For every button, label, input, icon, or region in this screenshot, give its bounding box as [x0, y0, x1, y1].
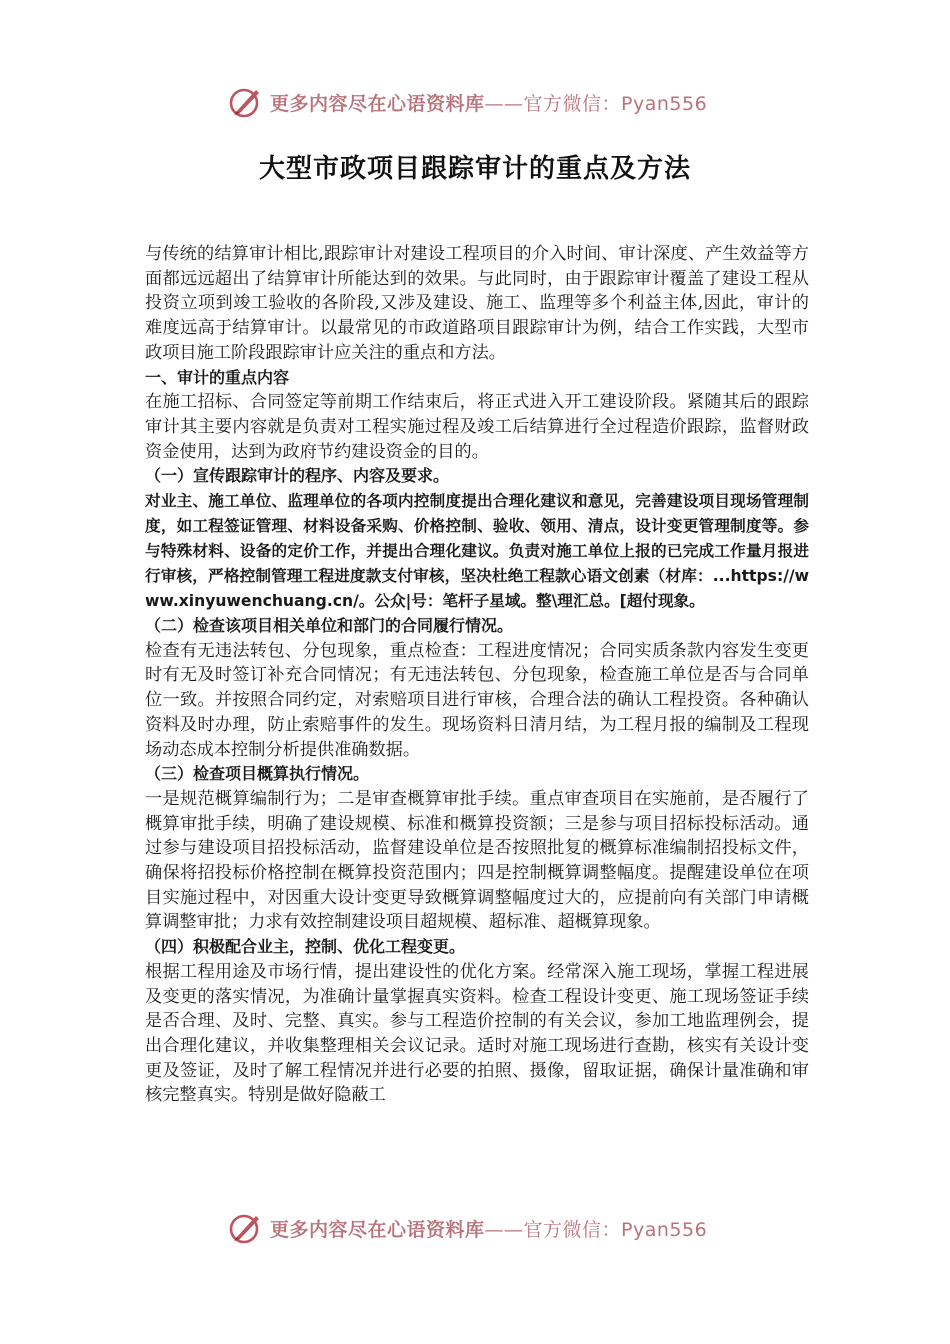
subsection-paragraph-1: 对业主、施工单位、监理单位的各项内控制度提出合理化建议和意见，完善建设项目现场管理制度，如工程签证管理、材料设备采购、价格控制、验收、领用、清点，设计变更管理制度等。参与特殊材料、设备的定价工作，并提出合理化建议。负责对施工单位上报的已完成工作量月报进行审核，严格控制管理工程进度款支付审核，坚决杜绝工程款心语文创素（材库：...https://www.xinyuwenchuang.cn/。公众|号：笔杆子星域。整\理汇总。[超付现象。	[145, 492, 809, 611]
footer-banner	[228, 1208, 748, 1248]
pen-logo-icon	[228, 1210, 264, 1246]
banner-main: 更多内容尽在心语资料库	[270, 1218, 485, 1241]
page-title: 大型市政项目跟踪审计的重点及方法	[258, 154, 691, 184]
banner-wechat: 官方微信：	[523, 1218, 622, 1241]
intro-paragraph: 与传统的结算审计相比,跟踪审计对建设工程项目的介入时间、审计深度、产生效益等方面都远远超出了结算审计所能达到的效果。与此同时，由于跟踪审计覆盖了建设工程从投资立项到竣工验收的各阶段,又涉及建设、施工、监理等多个利益主体,因此，审计的难度远高于结算审计。以最常见的市政道路项目跟踪审计为例，结合工作实践，大型市政项目施工阶段跟踪审计应关注的重点和方法。	[145, 244, 809, 363]
subsection-heading-4: （四）积极配合业主，控制、优化工程变更。	[145, 937, 466, 957]
subsection-paragraph-3: 一是规范概算编制行为；二是审查概算审批手续。重点审查项目在实施前，是否履行了概算审批手续，明确了建设规模、标准和概算投资额；三是参与项目招标投标活动。通过参与建设项目招投标活动，监督建设单位是否按照批复的概算标准编制招投标文件，确保将招投标价格控制在概算投资范围内；四是控制概算调整幅度。提醒建设单位在项目实施过程中，对因重大设计变更导致概算调整幅度过大的，应提前向有关部门申请概算调整审批；力求有效控制建设项目超规模、超标准、超概算现象。	[145, 788, 809, 933]
banner-text	[270, 1215, 707, 1242]
subsection-paragraph-2: 检查有无违法转包、分包现象，重点检查：工程进度情况；合同实质条款内容发生变更时有无及时签订补充合同情况；有无违法转包、分包现象，检查施工单位是否与合同单位一致。并按照合同约定，对索赔项目进行审核，合理合法的确认工程投资。各种确认资料及时办理，防止索赔事件的发生。现场资料日清月结，为工程月报的编制及工程现场动态成本控制分析提供准确数据。	[145, 640, 809, 760]
subsection-heading-1: （一）宣传跟踪审计的程序、内容及要求。	[145, 466, 450, 486]
header-banner	[228, 82, 748, 122]
banner-sep: ——	[484, 92, 524, 115]
document-body	[145, 242, 809, 1108]
banner-id: Pyan556	[621, 1218, 708, 1241]
section-heading-1: 一、审计的重点内容	[145, 367, 290, 387]
banner-wechat: 官方微信：	[523, 92, 622, 115]
subsection-heading-2: （二）检查该项目相关单位和部门的合同履行情况。	[145, 616, 514, 636]
banner-id: Pyan556	[621, 92, 708, 115]
subsection-paragraph-4: 根据工程用途及市场行情，提出建设性的优化方案。经常深入施工现场，掌握工程进展及变更的落实情况，为准确计量掌握真实资料。检查工程设计变更、施工现场签证手续是否合理、及时、完整、真实。参与工程造价控制的有关会议，参加工地监理例会，提出合理化建议，并收集整理相关会议记录。适时对施工现场进行查勘，核实有关设计变更及签证，及时了解工程情况并进行必要的拍照、摄像，留取证据，确保计量准确和审核完整真实。特别是做好隐蔽工	[145, 961, 809, 1106]
banner-sep: ——	[484, 1218, 524, 1241]
banner-main: 更多内容尽在心语资料库	[270, 92, 485, 115]
pen-logo-icon	[228, 84, 264, 120]
subsection-heading-3: （三）检查项目概算执行情况。	[145, 764, 370, 784]
banner-text	[270, 89, 707, 116]
section-paragraph-1: 在施工招标、合同签定等前期工作结束后，将正式进入开工建设阶段。紧随其后的跟踪审计其主要内容就是负责对工程实施过程及竣工后结算进行全过程造价跟踪，监督财政资金使用，达到为政府节约建设资金的目的。	[145, 392, 809, 462]
